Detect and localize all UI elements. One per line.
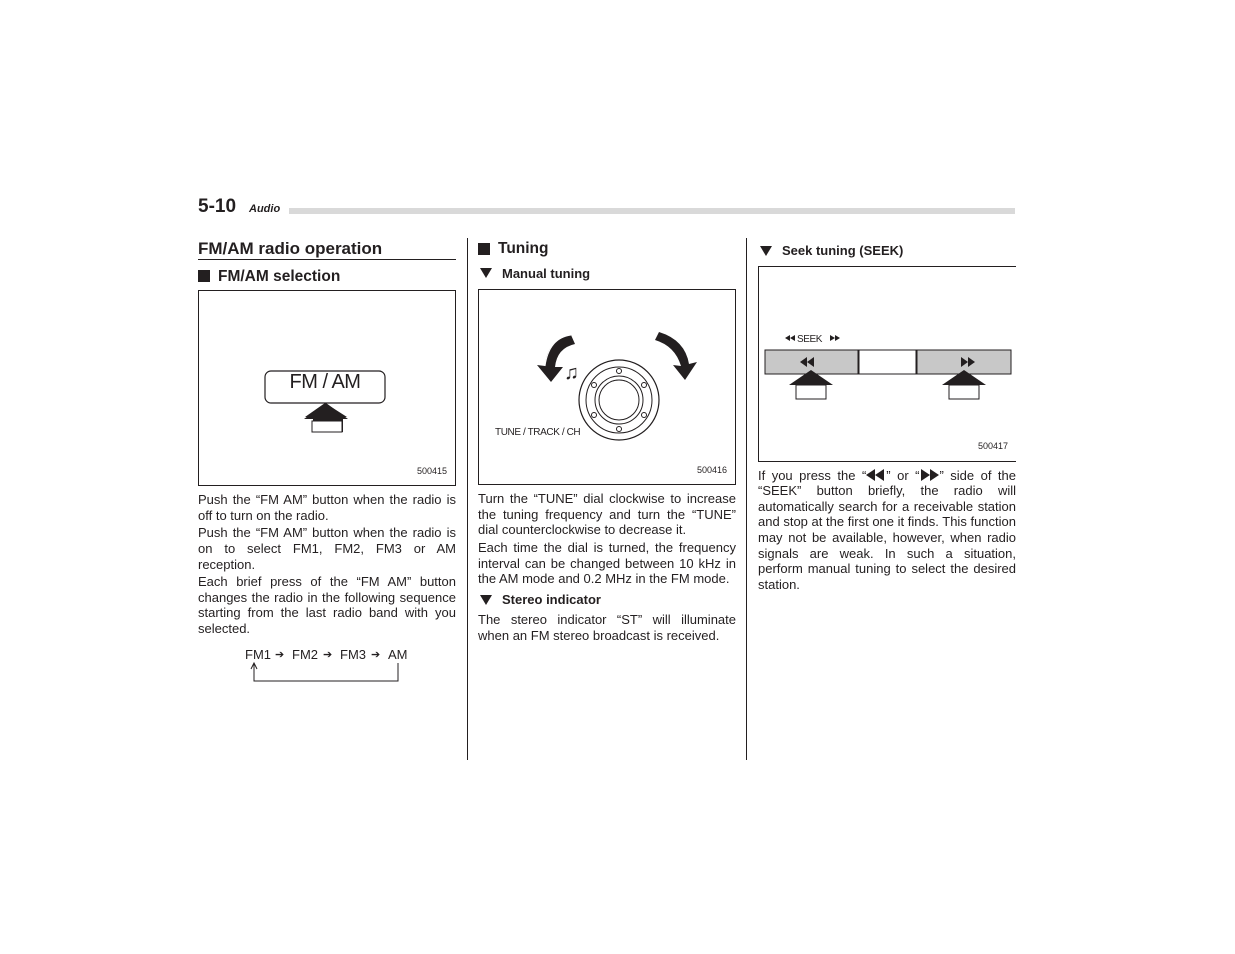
column-fm-am <box>198 237 456 687</box>
manual-tuning-heading-text: Manual tuning <box>502 265 591 281</box>
fm-am-figure <box>198 290 456 486</box>
paragraph: Push the “FM AM” button when the radio is on to select FM1, FM2, FM3 or AM reception. <box>198 525 456 572</box>
tuning-title: Tuning <box>498 240 549 257</box>
stereo-indicator-heading-text: Stereo indicator <box>502 591 601 607</box>
square-bullet-icon <box>478 243 490 255</box>
rewind-icon <box>866 469 886 481</box>
section-name: Audio <box>249 203 281 215</box>
fm-am-button-label: FM / AM <box>289 371 361 394</box>
seq-fm3: FM3 <box>340 646 366 662</box>
band-sequence <box>198 647 456 687</box>
seq-am: AM <box>388 646 408 662</box>
paragraph: Turn the “TUNE” dial clockwise to increase the tuning frequency and turn the “TUNE” dial counterclockwise to decrease it. <box>478 491 736 538</box>
triangle-bullet-icon <box>480 595 492 605</box>
column-tuning <box>478 237 736 644</box>
arrow-right-icon: ➔ <box>323 648 333 661</box>
arrow-right-icon: ➔ <box>275 648 285 661</box>
paragraph: The stereo indicator “ST” will illuminate when an FM stereo broadcast is received. <box>478 612 736 643</box>
seek-text-part1: If you press the “ <box>758 467 867 483</box>
seek-tuning-heading <box>758 243 1016 259</box>
subsection-title <box>478 241 736 257</box>
square-bullet-icon <box>198 270 210 282</box>
tune-dial-illustration <box>479 290 735 484</box>
triangle-bullet-icon <box>760 246 772 256</box>
paragraph: Each brief press of the “FM AM” button changes the radio in the following sequence starting from the last radio band with you selected. <box>198 574 456 636</box>
manual-tuning-heading <box>478 266 736 282</box>
music-note-icon: ♫ <box>564 362 579 385</box>
dial-label: TUNE / TRACK / CH <box>495 427 581 439</box>
seek-text-part2: ” or “ <box>886 467 920 483</box>
figure-code: 500417 <box>977 441 1008 451</box>
paragraph: Push the “FM AM” button when the radio is off to turn on the radio. <box>198 492 456 523</box>
return-loop-line <box>248 661 408 687</box>
column-divider <box>746 238 747 760</box>
seek-figure <box>758 266 1016 462</box>
column-seek <box>758 237 1016 592</box>
figure-code: 500415 <box>416 465 447 476</box>
header-bar <box>289 208 1015 214</box>
seek-tuning-heading-text: Seek tuning (SEEK) <box>782 243 904 258</box>
paragraph: Each time the dial is turned, the frequency interval can be changed between 10 kHz in the AM mode and 0.2 MHz in the FM mode. <box>478 539 736 587</box>
seek-illustration <box>759 267 1016 461</box>
subsection-title-text: FM/AM selection <box>218 267 341 285</box>
arrow-right-icon: ➔ <box>371 648 381 661</box>
seek-text-part3: ” side of the “SEEK” button briefly, the radio will automatically search for a receivable station and stop at the first one it finds. This function may not be available, however, when radio signals are weak. In such a situation, perform manual tuning to select the desired station. <box>758 467 1016 592</box>
seq-fm1: FM1 <box>245 646 271 662</box>
figure-code: 500416 <box>696 464 727 475</box>
stereo-indicator-heading <box>478 592 736 608</box>
seq-fm2: FM2 <box>292 646 318 662</box>
fast-forward-icon <box>919 469 939 481</box>
column-divider <box>467 238 468 760</box>
triangle-bullet-icon <box>480 268 492 278</box>
seek-paragraph <box>758 468 1016 593</box>
tune-dial-figure <box>478 289 736 485</box>
subsection-title <box>198 269 456 285</box>
page-number: 5-10 <box>198 196 237 217</box>
section-title: FM/AM radio operation <box>198 241 456 260</box>
seek-label: SEEK <box>797 333 823 345</box>
